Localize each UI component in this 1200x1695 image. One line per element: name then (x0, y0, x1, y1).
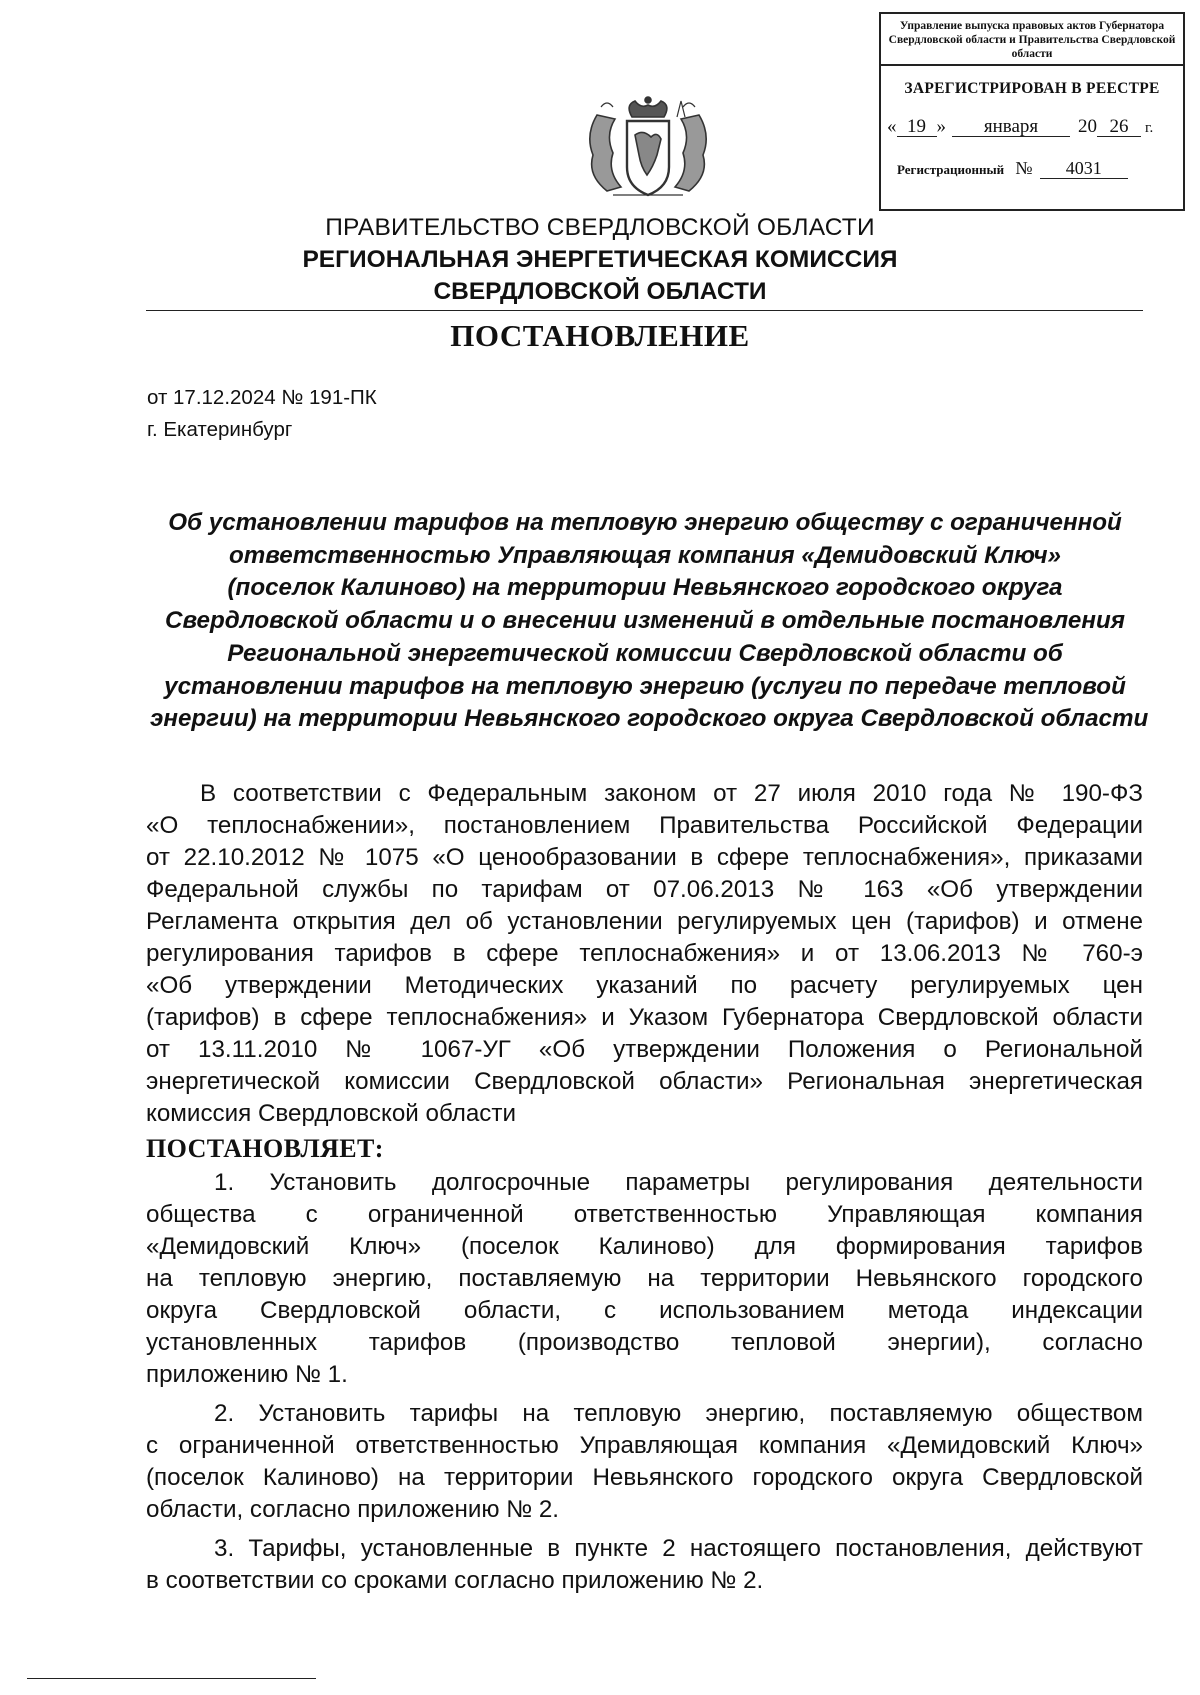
item1-line: приложению № 1. (146, 1361, 348, 1388)
subject-line: Об установлении тарифов на тепловую энергию обществу с ограниченной (168, 509, 1122, 536)
preamble-line: комиссия Свердловской области (146, 1100, 516, 1127)
item1-line: установленных тарифов (производство тепловой энергии), согласно (146, 1329, 1143, 1356)
item2-line: 2. Установить тарифы на тепловую энергию, поставляемую обществом (214, 1400, 1143, 1427)
item2-line: с ограниченной ответственностью Управляющая компания «Демидовский Ключ» (146, 1432, 1143, 1459)
document-type: ПОСТАНОВЛЕНИЕ (450, 318, 750, 353)
stamp-issuer: Управление выпуска правовых актов Губернатора Свердловской области и Правительства Свердловской области (881, 14, 1183, 66)
preamble-line: «О теплоснабжении», постановлением Правительства Российской Федерации (146, 812, 1143, 839)
document-subject (150, 507, 1149, 736)
item1-line: округа Свердловской области, с использованием метода индексации (146, 1297, 1143, 1324)
item1-line: общества с ограниченной ответственностью Управляющая компания (146, 1201, 1143, 1228)
item2-line: (поселок Калиново) на территории Невьянского городского округа Свердловской (146, 1464, 1143, 1491)
stamp-month: января (952, 117, 1070, 137)
stamp-year-suffix: 26 (1097, 117, 1141, 137)
commission-title-line2: СВЕРДЛОВСКОЙ ОБЛАСТИ (433, 278, 767, 305)
stamp-year-prefix: 20 (1078, 116, 1097, 137)
item1-line: «Демидовский Ключ» (поселок Калиново) для формирования тарифов (146, 1233, 1143, 1260)
stamp-registered-label: ЗАРЕГИСТРИРОВАН В РЕЕСТРЕ (904, 80, 1160, 97)
stamp-date (881, 116, 1183, 138)
stamp-open-quote: « (887, 116, 897, 137)
stamp-reg-label: Регистрационный (897, 162, 1005, 177)
stamp-no-sign: № (1015, 158, 1033, 178)
preamble-line: энергетической комиссии Свердловской области» Региональная энергетическая (146, 1068, 1143, 1095)
preamble-line: В соответствии с Федеральным законом от 27 июля 2010 года № 190-ФЗ (200, 780, 1143, 807)
item3-line: 3. Тарифы, установленные в пункте 2 настоящего постановления, действуют (214, 1535, 1143, 1562)
subject-line: ответственностью Управляющая компания «Демидовский Ключ» (228, 541, 1062, 569)
registration-stamp (879, 12, 1185, 211)
subject-line: Региональной энергетической комиссии Свердловской области об (227, 639, 1063, 667)
item2-line: области, согласно приложению № 2. (146, 1496, 560, 1523)
stamp-close-quote: » (936, 116, 946, 137)
item3-line: в соответствии со сроками согласно приложению № 2. (146, 1567, 764, 1594)
preamble-line: Регламента открытия дел об установлении регулируемых цен (тарифов) и отмене (146, 908, 1143, 935)
coat-of-arms-icon (577, 95, 719, 201)
stamp-year-mark: г. (1145, 120, 1154, 136)
government-title: ПРАВИТЕЛЬСТВО СВЕРДЛОВСКОЙ ОБЛАСТИ (325, 214, 875, 241)
resolves-heading: ПОСТАНОВЛЯЕТ: (146, 1134, 384, 1163)
preamble-line: от 22.10.2012 № 1075 «О ценообразовании в сфере теплоснабжения», приказами (146, 844, 1143, 871)
preamble-line: Федеральной службы по тарифам от 07.06.2013 № 163 «Об утверждении (146, 876, 1143, 903)
preamble-line: «Об утверждении Методических указаний по расчету регулируемых цен (146, 972, 1143, 999)
stamp-reg-number-row (881, 158, 1183, 179)
header-divider (146, 310, 1143, 311)
commission-title-line1: РЕГИОНАЛЬНАЯ ЭНЕРГЕТИЧЕСКАЯ КОМИССИЯ (302, 246, 898, 273)
stamp-day: 19 (897, 117, 937, 137)
document-date-number: от 17.12.2024 № 191-ПК (147, 386, 377, 409)
item1-line: на тепловую энергию, поставляемую на территории Невьянского городского (146, 1265, 1143, 1292)
footnote-divider (27, 1678, 316, 1679)
subject-line: Свердловской области и о внесении изменений в отдельные постановления (165, 607, 1125, 635)
stamp-reg-number: 4031 (1040, 159, 1128, 179)
subject-line: установлении тарифов на тепловую энергию (услуги по передаче тепловой (164, 672, 1126, 700)
preamble-line: регулирования тарифов в сфере теплоснабжения» и от 13.06.2013 № 760-э (146, 940, 1143, 967)
document-city: г. Екатеринбург (147, 418, 293, 441)
subject-line: (поселок Калиново) на территории Невьянского городского округа (227, 574, 1063, 602)
preamble-line: (тарифов) в сфере теплоснабжения» и Указом Губернатора Свердловской области (146, 1004, 1143, 1031)
subject-line: энергии) на территории Невьянского городского округа Свердловской области (150, 705, 1149, 733)
preamble-line: от 13.11.2010 № 1067-УГ «Об утверждении Положения о Региональной (146, 1036, 1143, 1063)
item1-line: 1. Установить долгосрочные параметры регулирования деятельности (214, 1169, 1143, 1196)
